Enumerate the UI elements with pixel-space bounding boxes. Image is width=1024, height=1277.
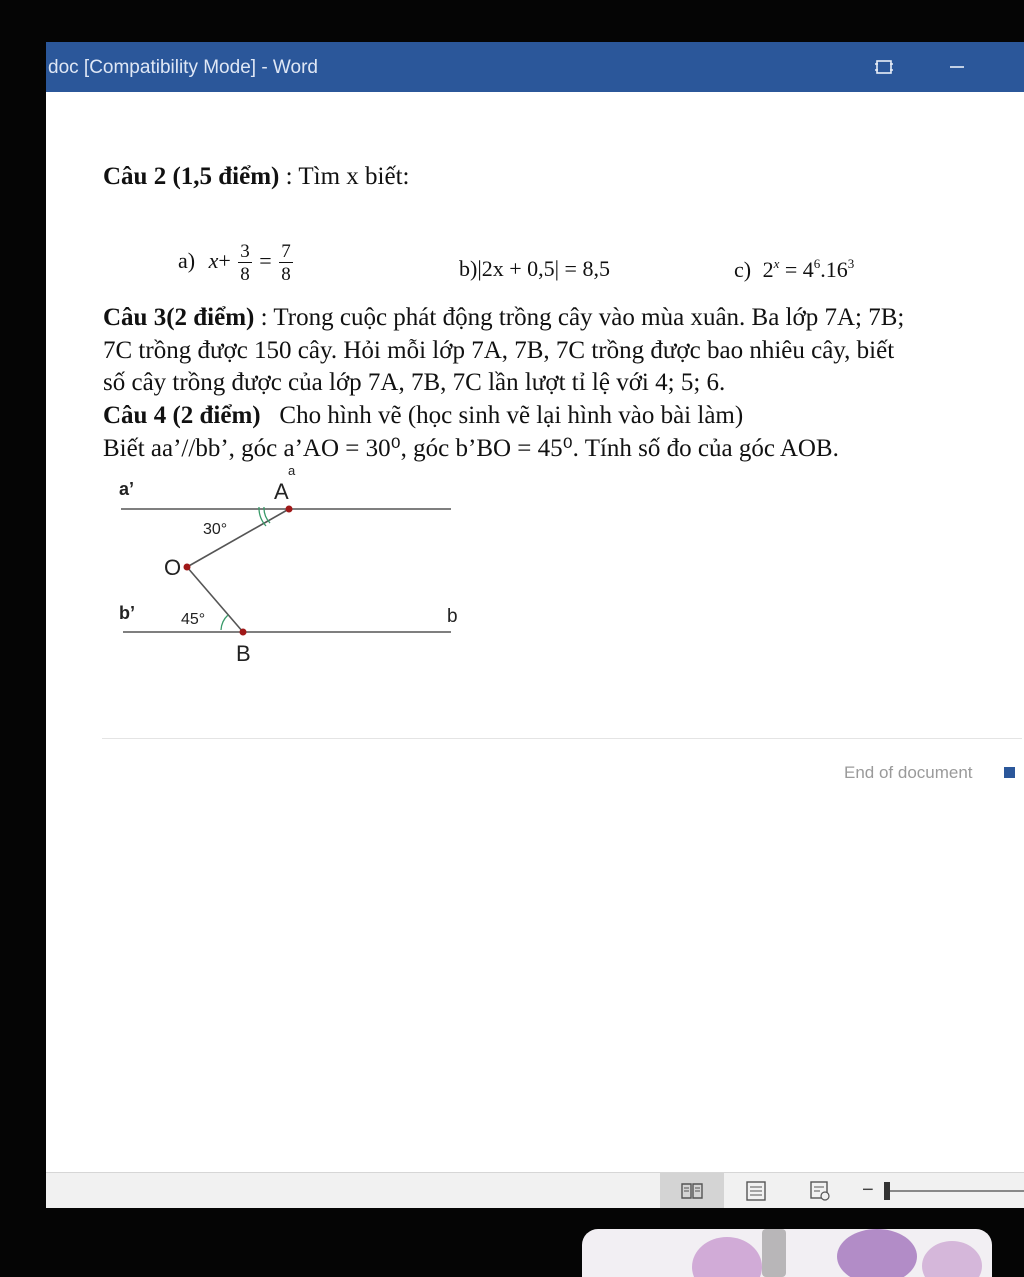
- q2-a-plus: +: [218, 248, 231, 274]
- q2-a-num-1: 3: [240, 241, 250, 262]
- point-B: [240, 629, 247, 636]
- q2-equation-b: [459, 256, 610, 282]
- background-photo-strip: [582, 1229, 992, 1277]
- zoom-out-icon[interactable]: −: [862, 1179, 874, 1201]
- read-mode-icon: [680, 1179, 704, 1203]
- label-b: b: [447, 606, 458, 627]
- q3-text-1: : Trong cuộc phát động trồng cây vào mùa xuân. Ba lớp 7A; 7B;: [254, 304, 905, 331]
- label-45-degrees: 45°: [181, 611, 206, 628]
- photo-blob: [762, 1229, 786, 1277]
- q2-c-exp-3: 3: [847, 256, 855, 271]
- web-layout-icon[interactable]: [808, 1179, 832, 1203]
- q2-text: : Tìm x biết:: [279, 163, 410, 190]
- q4-heading: Câu 4 (2 điểm): [103, 402, 261, 429]
- label-hat: a: [288, 467, 296, 478]
- angle-arc-45: [221, 615, 228, 630]
- point-O: [184, 564, 191, 571]
- geometry-figure: [106, 467, 466, 677]
- document-page[interactable]: [46, 92, 1024, 1172]
- question-3-line-1: [103, 305, 904, 330]
- label-30-degrees: 30°: [203, 521, 228, 538]
- label-b-prime: b’: [119, 603, 135, 623]
- zoom-slider-thumb[interactable]: [884, 1182, 890, 1200]
- point-A: [286, 506, 293, 513]
- q2-b-label: b): [459, 256, 478, 281]
- photo-blob: [922, 1241, 982, 1277]
- label-a-prime: a’: [119, 479, 135, 499]
- question-4-line-2: Biết aa’//bb’, góc a’AO = 30⁰, góc b’BO = 45⁰. Tính số đo của góc AOB.: [103, 435, 839, 462]
- q2-c-label: c): [734, 257, 752, 282]
- status-bar: [46, 1172, 1024, 1208]
- q3-heading: Câu 3(2 điểm): [103, 304, 255, 331]
- ribbon-display-options-icon[interactable]: [872, 55, 896, 79]
- label-O: O: [164, 555, 182, 580]
- label-A: A: [274, 479, 289, 504]
- question-4-line-1: [103, 403, 743, 428]
- end-of-document-label: End of document: [844, 763, 973, 782]
- q2-b-expression: |2x + 0,5| = 8,5: [477, 256, 610, 281]
- segment-AO: [187, 509, 289, 567]
- q2-c-exp-1: x: [773, 256, 780, 271]
- q2-a-label: a): [178, 248, 196, 274]
- end-divider: [102, 738, 1022, 739]
- q2-heading: Câu 2 (1,5 điểm): [103, 163, 280, 190]
- title-bar: [46, 42, 1024, 92]
- q2-a-x: x: [208, 248, 219, 274]
- read-mode-button[interactable]: [660, 1173, 724, 1208]
- end-of-document-marker: [1004, 767, 1015, 778]
- q2-c-exp-2: 6: [813, 256, 821, 271]
- photo-blob: [837, 1229, 917, 1277]
- question-3-line-2: 7C trồng được 150 cây. Hỏi mỗi lớp 7A, 7B, 7C trồng được bao nhiêu cây, biết: [103, 337, 895, 364]
- label-B: B: [236, 641, 251, 666]
- q4-text: Cho hình vẽ (học sinh vẽ lại hình vào bài làm): [260, 402, 744, 429]
- question-3-line-3: số cây trồng được của lớp 7A, 7B, 7C lần lượt tỉ lệ với 4; 5; 6.: [103, 369, 726, 396]
- q2-a-fraction-2: [279, 242, 293, 284]
- q2-equation-c: [734, 256, 854, 283]
- print-layout-icon[interactable]: [744, 1179, 768, 1203]
- q2-a-den-1: 8: [240, 264, 250, 285]
- q2-c-equals: = 4: [779, 257, 814, 282]
- q2-a-fraction-1: [238, 242, 252, 284]
- question-2-line: [103, 164, 409, 189]
- q2-a-equals: =: [259, 248, 272, 274]
- q2-c-mid: .16: [820, 257, 848, 282]
- q2-a-num-2: 7: [281, 241, 291, 262]
- word-window: [46, 42, 1024, 1208]
- window-title: doc [Compatibility Mode] - Word: [48, 57, 318, 78]
- photo-blob: [692, 1237, 762, 1277]
- minimize-icon[interactable]: [944, 54, 970, 80]
- zoom-slider-track[interactable]: [884, 1190, 1024, 1192]
- q2-c-base: 2: [762, 257, 774, 282]
- q2-equation-a: [178, 242, 295, 284]
- q2-a-den-2: 8: [281, 264, 291, 285]
